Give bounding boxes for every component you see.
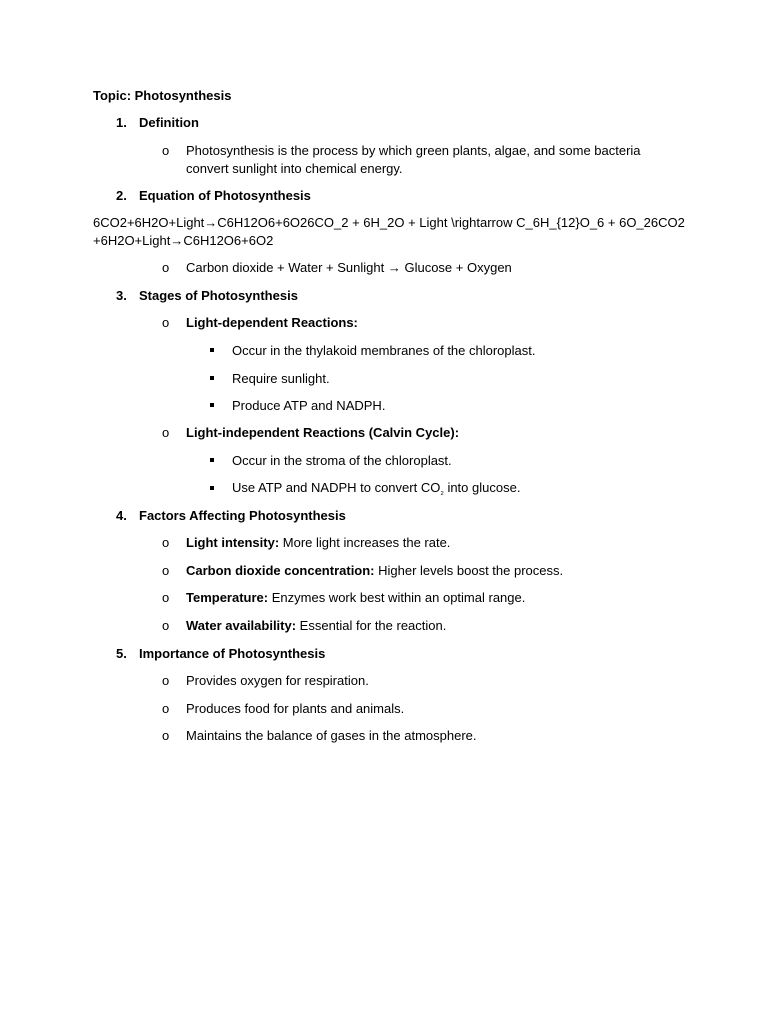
equation-line-1: 6CO2+6H2O+Light→C6H12O6+6O26CO_2 + 6H_2O + Light \rightarrow C_6H_{12}O_6 + 6O_26CO2 — [93, 215, 685, 230]
topic-heading: Topic: Photosynthesis — [93, 88, 232, 103]
factor-light-intensity: Light intensity: More light increases the rate. — [186, 535, 451, 550]
circle-bullet-icon: o — [162, 315, 170, 330]
list-item: Use ATP and NADPH to convert $CO_{_2}$ into glucose. — [232, 480, 521, 496]
stage-light-independent: Light-independent Reactions (Calvin Cycle): — [186, 425, 460, 440]
square-bullet-icon — [210, 348, 214, 352]
section-2-number: 2. — [116, 188, 127, 203]
section-1-title: Definition — [139, 115, 199, 130]
circle-bullet-icon: o — [162, 563, 170, 578]
circle-bullet-icon: o — [162, 590, 170, 605]
circle-bullet-icon: o — [162, 425, 170, 440]
section-1-number: 1. — [116, 115, 127, 130]
definition-text-line-1: Photosynthesis is the process by which green plants, algae, and some bacteria — [186, 143, 641, 158]
definition-text-line-2: convert sunlight into chemical energy. — [186, 161, 403, 176]
list-item: Occur in the stroma of the chloroplast. — [232, 453, 452, 468]
section-3-title: Stages of Photosynthesis — [139, 288, 298, 303]
stage-light-dependent: Light-dependent Reactions: — [186, 315, 358, 330]
section-5-number: 5. — [116, 646, 127, 661]
square-bullet-icon — [210, 486, 214, 490]
square-bullet-icon — [210, 458, 214, 462]
section-4-number: 4. — [116, 508, 127, 523]
circle-bullet-icon: o — [162, 260, 170, 275]
factor-co2: Carbon dioxide concentration: Higher levels boost the process. — [186, 563, 564, 578]
word-equation: Carbon dioxide + Water + Sunlight → Glucose + Oxygen — [186, 260, 512, 275]
circle-bullet-icon: o — [162, 728, 170, 743]
factor-water: Water availability: Essential for the reaction. — [186, 618, 447, 633]
list-item: Provides oxygen for respiration. — [186, 673, 369, 688]
list-item: Produces food for plants and animals. — [186, 701, 405, 716]
circle-bullet-icon: o — [162, 701, 170, 716]
circle-bullet-icon: o — [162, 618, 170, 633]
circle-bullet-icon: o — [162, 143, 170, 158]
list-item: Require sunlight. — [232, 371, 330, 386]
section-2-title: Equation of Photosynthesis — [139, 188, 311, 203]
circle-bullet-icon: o — [162, 673, 170, 688]
list-item: Occur in the thylakoid membranes of the chloroplast. — [232, 343, 536, 358]
factor-temperature: Temperature: Enzymes work best within an optimal range. — [186, 590, 526, 605]
square-bullet-icon — [210, 376, 214, 380]
section-3-number: 3. — [116, 288, 127, 303]
equation-line-2: +6H2O+Light→C6H12O6+6O2 — [93, 233, 274, 248]
list-item: Maintains the balance of gases in the atmosphere. — [186, 728, 477, 743]
circle-bullet-icon: o — [162, 535, 170, 550]
section-4-title: Factors Affecting Photosynthesis — [139, 508, 346, 523]
square-bullet-icon — [210, 403, 214, 407]
section-5-title: Importance of Photosynthesis — [139, 646, 326, 661]
list-item: Produce ATP and NADPH. — [232, 398, 386, 413]
